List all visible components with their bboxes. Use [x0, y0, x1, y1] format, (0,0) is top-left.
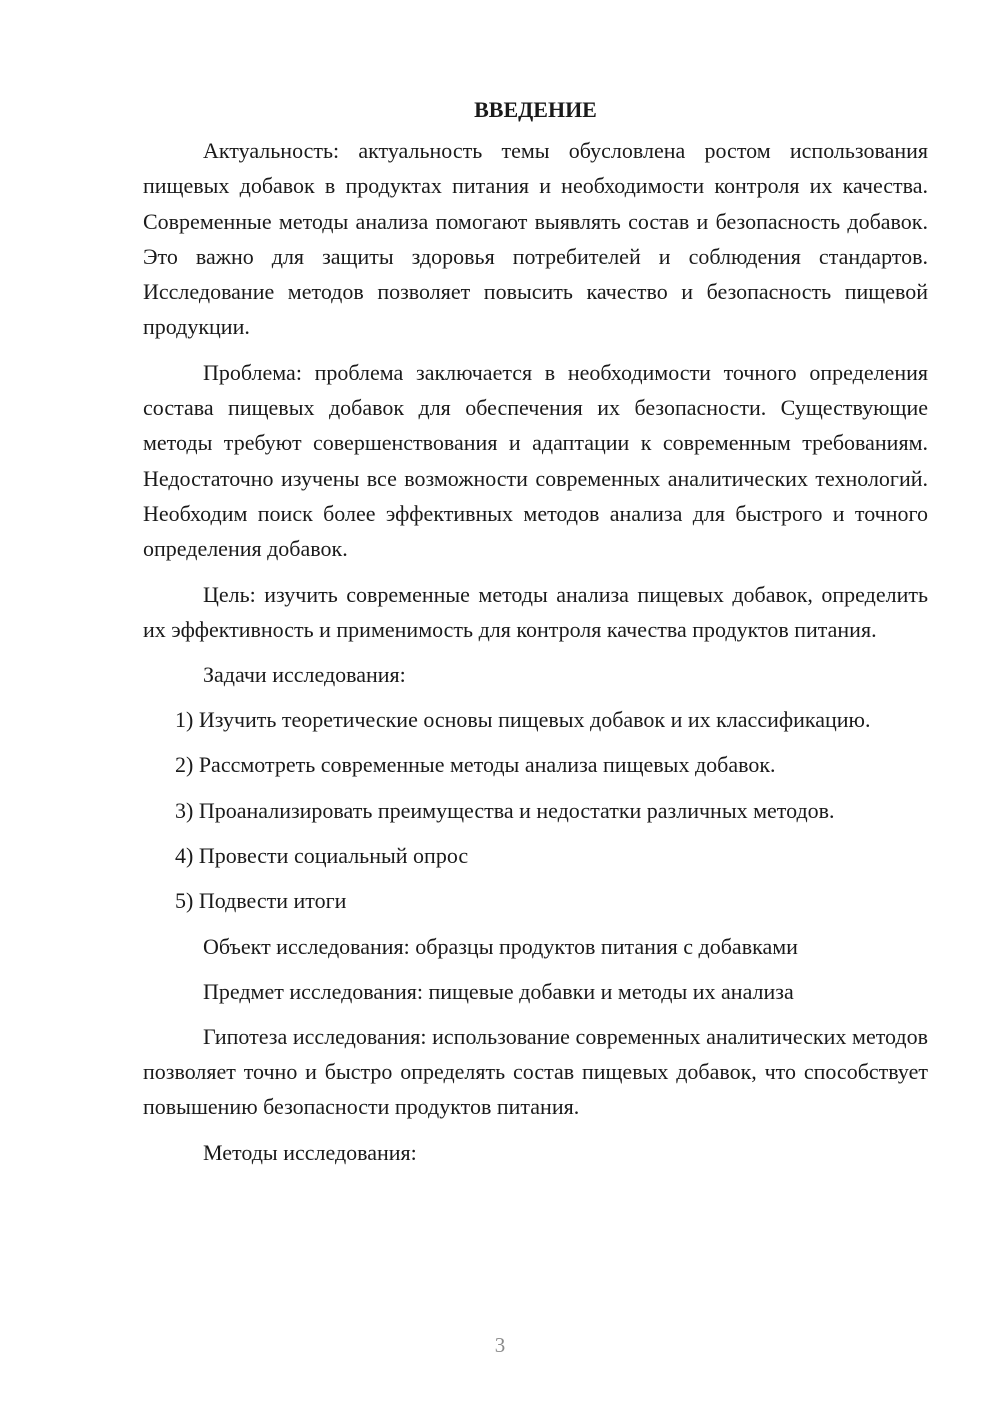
document-page: [143, 92, 928, 1180]
section-title: ВВЕДЕНИЕ: [474, 97, 597, 122]
task-item: 3) Проанализировать преимущества и недостатки различных методов.: [175, 797, 835, 823]
problem-paragraph: Проблема: проблема заключается в необходимости точного определения состава пищевых добавок для обеспечения их безопасности. Существующие методы требуют совершенствования и адаптации к современным требованиям. Недостаточно изучены все возможности современных аналитических технологий. Необходим поиск более эффективных методов анализа для быстрого и точного определения добавок.: [143, 359, 928, 562]
task-item: 2) Рассмотреть современные методы анализа пищевых добавок.: [175, 752, 776, 778]
tasks-heading: Задачи исследования:: [203, 662, 406, 688]
task-item: 4) Провести социальный опрос: [175, 843, 469, 869]
relevance-paragraph: Актуальность: актуальность темы обусловлена ростом использования пищевых добавок в продуктах питания и необходимости контроля их качества. Современные методы анализа помогают выявлять состав и безопасность добавок. Это важно для защиты здоровья потребителей и соблюдения стандартов. Исследование методов позволяет повысить качество и безопасность пищевой продукции.: [143, 138, 928, 340]
hypothesis-paragraph: Гипотеза исследования: использование современных аналитических методов позволяет точно и быстро определять состав пищевых добавок, что способствует повышению безопасности продуктов питания.: [143, 1023, 928, 1120]
task-item: 1) Изучить теоретические основы пищевых добавок и их классификацию.: [175, 707, 871, 733]
goal-paragraph: Цель: изучить современные методы анализа пищевых добавок, определить их эффективность и применимость для контроля качества продуктов питания.: [143, 581, 928, 642]
research-object: Объект исследования: образцы продуктов питания с добавками: [203, 933, 798, 959]
methods-heading: Методы исследования:: [203, 1139, 417, 1165]
tasks-list: [143, 702, 928, 918]
research-subject: Предмет исследования: пищевые добавки и методы их анализа: [203, 978, 794, 1004]
task-item: 5) Подвести итоги: [175, 888, 347, 914]
page-number: 3: [494, 1333, 506, 1357]
